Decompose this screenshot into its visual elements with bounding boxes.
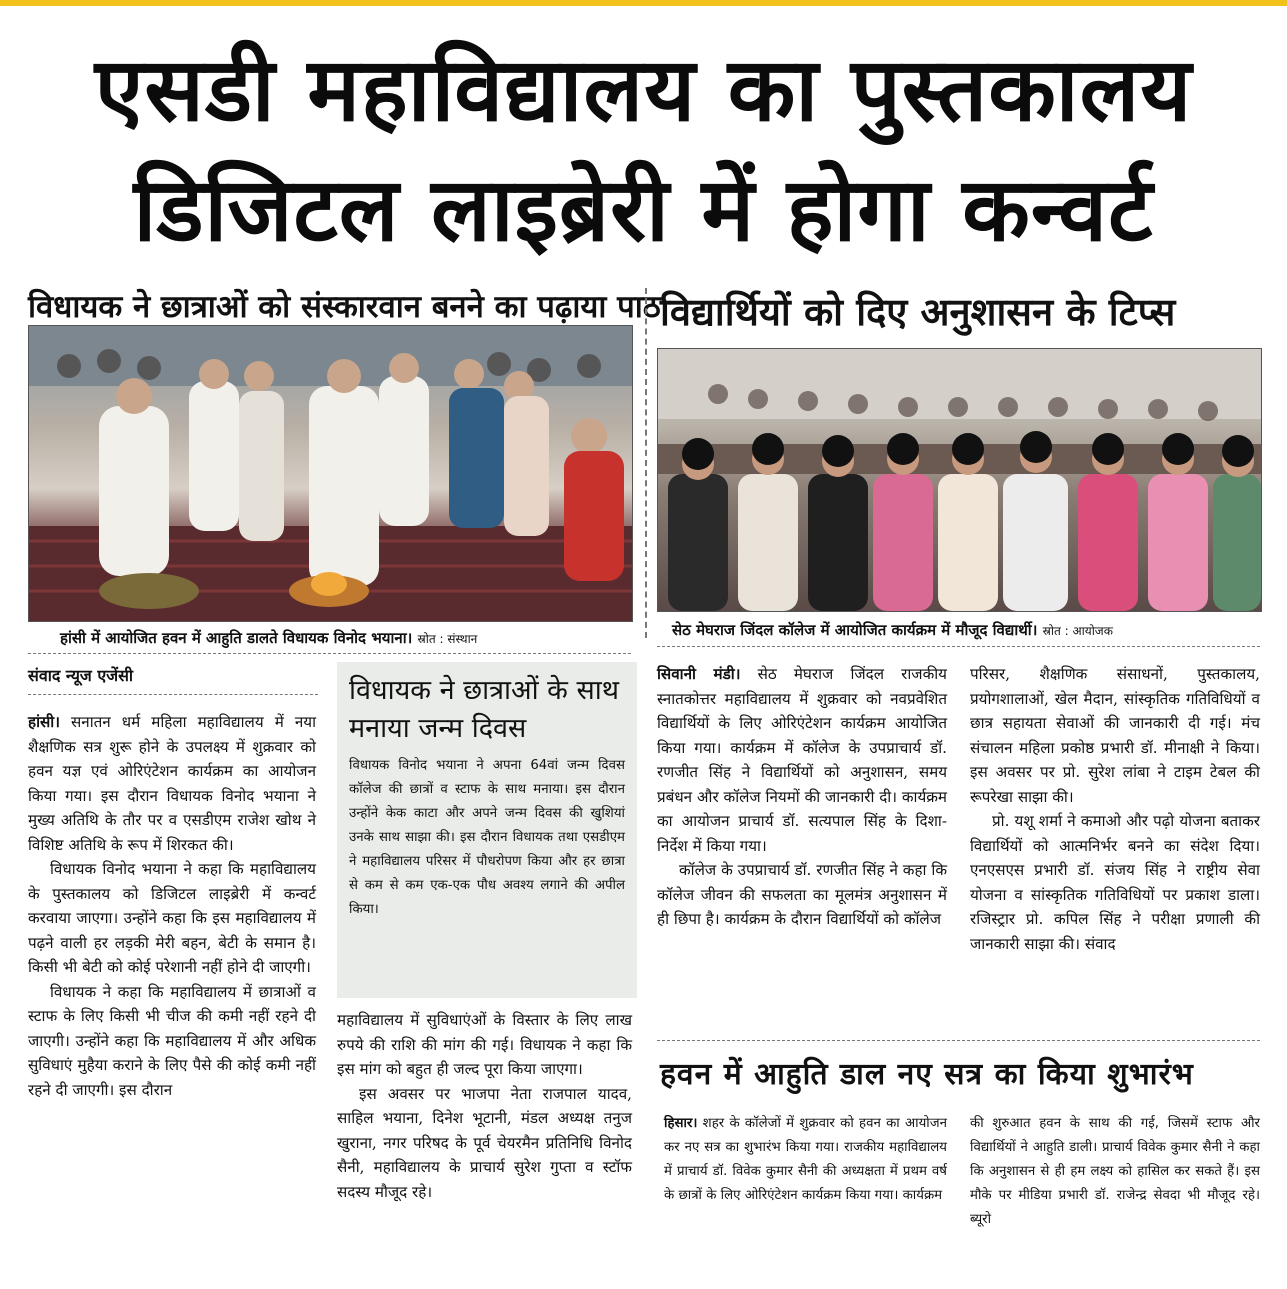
paragraph: की शुरुआत हवन के साथ की गई, जिसमें स्टाफ और विद्यार्थियों ने आहुति डाली। प्राचार्य विवेक कुमार सैनी ने कहा कि अनुशासन से ही हम लक्ष्य को हासिल कर सकते हैं। इस मौके पर मीडिया प्रभारी डॉ. राजेन्द्र सेवदा भी मौजूद रहे। ब्यूरो [970,1116,1260,1227]
right-photo-caption-text: सेठ मेघराज जिंदल कॉलेज में आयोजित कार्यक्रम में मौजूद विद्यार्थी। [672,621,1038,639]
right-photo-source: स्रोत : आयोजक [1042,624,1113,638]
paragraph: विधायक ने कहा कि महाविद्यालय में छात्राओं व स्टाफ के लिए किसी भी चीज की कमी नहीं रहने दी जाएगी। उन्होंने कहा कि महाविद्यालय में और अधिक सुविधाएं मुहैया कराने के लिए पैसे की कोई कमी नहीं रहने दी जाएगी। इस दौरान [28,982,316,1099]
paragraph [28,710,316,857]
paragraph: परिसर, शैक्षणिक संसाधनों, पुस्तकालय, प्रयोगशालाओं, खेल मैदान, सांस्कृतिक गतिविधियों व छात्र सहायता सेवाओं की जानकारी दी गई। मंच संचालन महिला प्रकोष्ठ प्रभारी डॉ. मीनाक्षी ने किया। इस अवसर पर प्रो. सुरेश लांबा ने टाइम टेबल की रूपरेखा साझा की। [970,665,1260,806]
paragraph: महाविद्यालय में सुविधाएंओं के विस्तार के लिए लाख रुपये की राशि की मांग की गई। विधायक ने कहा कि इस मांग को बहुत ही जल्द पूरा किया जाएगा। [337,1011,632,1078]
hisar-top-rule [657,1040,1260,1041]
right-story-column-1 [657,662,947,932]
hisar-story-column-2 [970,1112,1260,1232]
box-body: विधायक विनोद भयाना ने अपना 64वां जन्म दिवस कॉलेज की छात्रों व स्टाफ के साथ मनाया। इस दौरान उन्होंने केक काटा और अपने जन्म दिवस की खुशियां उनके साथ साझा की। इस दौरान विधायक तथा एसडीएम ने महाविद्यालय परिसर में पौधरोपण किया और हर छात्रा से कम से कम एक-एक पौध अवश्य लगाने की अपील किया। [349,758,625,917]
paragraph: कॉलेज के उपप्राचार्य डॉ. रणजीत सिंह ने कहा कि कॉलेज जीवन की सफलता का मूलमंत्र अनुशासन में ही छिपा है। कार्यक्रम के दौरान विद्यार्थियों को कॉलेज [657,861,947,928]
paragraph: इस अवसर पर भाजपा नेता राजपाल यादव, साहिल भयाना, दिनेश भूटानी, मंडल अध्यक्ष तनुज खुराना, नगर परिषद के पूर्व चेयरमैन प्रतिनिधि विनोद सैनी, महाविद्यालय के प्राचार्य सुरेश गुप्ता व स्टॉफ सदस्य मौजूद रहे। [337,1084,632,1201]
left-story-column-2 [337,1008,632,1204]
left-story-column-1 [28,710,316,1102]
right-photo-caption [672,620,1113,640]
paragraph-text: सेठ मेघराज जिंदल राजकीय स्नातकोत्तर महाविद्यालय में शुक्रवार को नवप्रवेशित विद्यार्थियों के लिए ओरिएंटेशन कार्यक्रम आयोजित किया गया। कार्यक्रम में कॉलेज के उपप्राचार्य डॉ. रणजीत सिंह ने विद्यार्थियों को अनुशासन, समय प्रबंधन और कॉलेज नियमों की जानकारी दी। कार्यक्रम का आयोजन प्राचार्य डॉ. सत्यपाल सिंह के दिशा-निर्देश में किया गया। [657,665,947,855]
dateline: हिसार। [664,1116,698,1131]
left-photo-caption [60,628,477,648]
left-photo-source: स्रोत : संस्थान [417,632,478,646]
dateline: सिवानी मंडी। [657,665,741,683]
top-accent-bar [0,0,1287,6]
left-story-subhead: विधायक ने छात्राओं को संस्कारवान बनने का पढ़ाया पाठ [28,289,661,325]
paragraph: विधायक विनोद भयाना ने कहा कि महाविद्यालय के पुस्तकालय को डिजिटल लाइब्रेरी में कन्वर्ट करवाया जाएगा। उन्होंने कहा कि इस महाविद्यालय में पढ़ने वाली हर लड़की मेरी बहन, बेटी के समान है। किसी भी बेटी को कोई परेशानी नहीं होने दी जाएगी। [28,860,316,976]
byline: संवाद न्यूज एजेंसी [28,666,134,685]
paragraph-text: शहर के कॉलेजों में शुक्रवार को हवन का आयोजन कर नए सत्र का शुभारंभ किया गया। राजकीय महाविद्यालय में प्राचार्य डॉ. विवेक कुमार सैनी की अध्यक्षता में प्रथम वर्ष के छात्रों के लिए ओरिएंटेशन कार्यक्रम किया गया। कार्यक्रम [664,1116,947,1203]
main-headline-line-1: एसडी महाविद्यालय का पुस्तकालय [94,38,1193,141]
left-photo-caption-text: हांसी में आयोजित हवन में आहुति डालते विधायक विनोद भयाना। [60,629,413,647]
hisar-story-column-1 [664,1112,947,1208]
byline-rule [28,694,318,695]
box-title: विधायक ने छात्राओं के साथ मनाया जन्म दिवस [349,675,619,744]
paragraph [664,1112,947,1208]
havan-ceremony-photo [28,325,633,622]
left-rule [28,653,631,654]
paragraph: प्रो. यशू शर्मा ने कमाओ और पढ़ो योजना बताकर विद्यार्थियों को आत्मनिर्भर बनने का संदेश दिया। एनएसएस प्रभारी डॉ. संजय सिंह ने राष्ट्रीय सेवा योजना व सांस्कृतिक गतिविधियों पर प्रकाश डाला। रजिस्ट्रार प्रो. कपिल सिंह ने परीक्षा प्रणाली की जानकारी साझा की। संवाद [970,812,1260,953]
students-seated-photo [657,348,1262,612]
column-divider [645,288,647,638]
main-headline-line-2: डिजिटल लाइब्रेरी में होगा कन्वर्ट [133,158,1154,261]
right-story-column-2 [970,662,1260,956]
hisar-story-subhead: हवन में आहुति डाल नए सत्र का किया शुभारंभ [660,1057,1194,1092]
birthday-sidebar-box [337,662,637,998]
right-story-subhead: विद्यार्थियों को दिए अनुशासन के टिप्स [660,290,1176,334]
right-rule [657,646,1260,647]
paragraph [657,662,947,858]
paragraph-text: सनातन धर्म महिला महाविद्यालय में नया शैक्षणिक सत्र शुरू होने के उपलक्ष्य में शुक्रवार को हवन यज्ञ एवं ओरिएंटेशन कार्यक्रम का आयोजन किया गया। इस दौरान विधायक विनोद भयाना ने मुख्य अतिथि के तौर पर व एसडीएम राजेश खोथ ने विशिष्ट अतिथि के रूप में शिरकत की। [28,713,316,854]
dateline: हांसी। [28,713,60,731]
